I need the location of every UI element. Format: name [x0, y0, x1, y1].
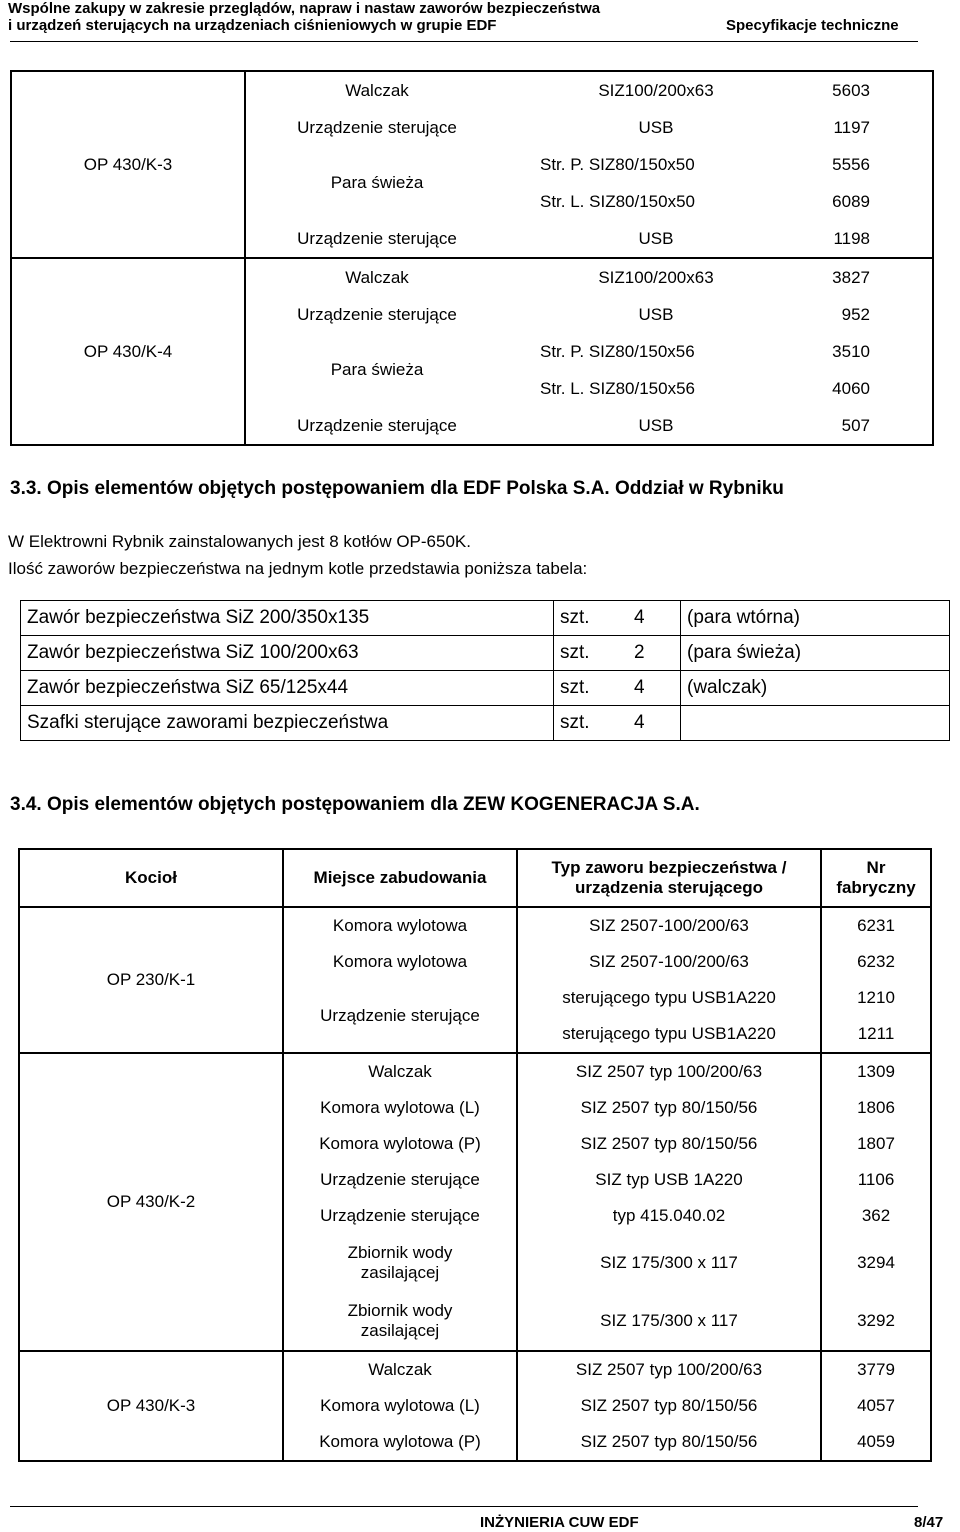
location-cell: Komora wylotowa (P) [283, 1126, 517, 1162]
serial-cell: 3510 [832, 341, 870, 361]
table-row [21, 671, 950, 706]
type-cell: SIZ 2507-100/200/63 [517, 907, 821, 944]
type-cell: SIZ 2507 typ 100/200/63 [517, 1351, 821, 1388]
unit-cell: szt. [554, 601, 629, 636]
unit-cell: szt. [554, 671, 629, 706]
col-header-type-line-2: urządzenia sterującego [574, 878, 763, 897]
serial-cell: 6231 [821, 907, 931, 944]
boiler-cell: OP 430/K-2 [19, 1053, 283, 1351]
type-cell: SIZ 2507 typ 80/150/56 [517, 1126, 821, 1162]
location-cell: Walczak [283, 1053, 517, 1090]
note-cell [681, 706, 950, 741]
location-cell: Walczak [283, 1351, 517, 1388]
serial-cell: 362 [861, 1206, 891, 1225]
col-header-serial [821, 849, 931, 907]
location-line-1: Zbiornik wody [347, 1243, 453, 1262]
table-row [21, 706, 950, 741]
item-cell: Zawór bezpieczeństwa SiZ 200/350x135 [21, 601, 554, 636]
qty-cell: 2 [628, 636, 681, 671]
type-cell: USB [638, 304, 674, 324]
serial-cell: 3827 [804, 258, 933, 296]
unit-cell: szt. [554, 636, 629, 671]
footer-center: INŻYNIERIA CUW EDF [480, 1514, 639, 1531]
type-cell: USB [638, 415, 674, 435]
serial-cell: 952 [841, 304, 870, 324]
header-right: Specyfikacje techniczne [726, 17, 899, 34]
item-cell: Zawór bezpieczeństwa SiZ 100/200x63 [21, 636, 554, 671]
table-valve-counts [20, 600, 950, 741]
serial-cell: 6089 [832, 191, 870, 211]
location-line-2: zasilającej [360, 1263, 440, 1282]
table-row [11, 258, 933, 296]
location-line-1: Zbiornik wody [347, 1301, 453, 1320]
serial-cell: 4059 [857, 1432, 895, 1451]
type-cell: SIZ 2507 typ 80/150/56 [517, 1424, 821, 1461]
type-cell: SIZ 175/300 x 117 [517, 1234, 821, 1292]
type-cell: SIZ typ USB 1A220 [517, 1162, 821, 1198]
type-cell: SIZ100/200x63 [508, 258, 804, 296]
location-cell: Urządzenie sterujące [297, 415, 457, 435]
table-row [21, 636, 950, 671]
location-cell: Urządzenie sterujące [283, 1198, 517, 1234]
table-valves-part1 [10, 70, 934, 446]
col-header-boiler: Kocioł [19, 849, 283, 907]
type-cell: SIZ100/200x63 [598, 80, 714, 100]
section-3-4-title: 3.4. Opis elementów objętych postępowaniem dla ZEW KOGENERACJA S.A. [10, 794, 700, 815]
type-cell: Str. P. SIZ80/150x50 [540, 154, 695, 174]
location-cell: Komora wylotowa (L) [283, 1388, 517, 1424]
col-header-serial-line-1: Nr [866, 858, 886, 877]
location-cell: Para świeża [330, 173, 424, 192]
footer-divider [10, 1506, 918, 1507]
header-divider [10, 41, 918, 42]
location-cell: Urządzenie sterujące [283, 1162, 517, 1198]
location-cell: Komora wylotowa (P) [283, 1424, 517, 1461]
boiler-cell: OP 430/K-3 [11, 71, 245, 258]
location-cell: Komora wylotowa [283, 944, 517, 980]
type-cell: SIZ 2507 typ 80/150/56 [517, 1388, 821, 1424]
serial-cell: 4057 [857, 1396, 895, 1415]
serial-cell: 3292 [857, 1311, 895, 1330]
table-row [19, 907, 931, 944]
col-header-serial-line-2: fabryczny [836, 878, 916, 897]
location-cell: Urządzenie sterujące [283, 980, 517, 1053]
type-cell: sterującego typu USB1A220 [517, 1016, 821, 1053]
boiler-cell: OP 230/K-1 [19, 907, 283, 1053]
type-cell: USB [638, 228, 674, 248]
section-3-3-title: 3.3. Opis elementów objętych postępowaniem dla EDF Polska S.A. Oddział w Rybniku [10, 478, 784, 499]
table-row [19, 1053, 931, 1090]
col-header-type-line-1: Typ zaworu bezpieczeństwa / [551, 858, 787, 877]
qty-cell: 4 [628, 706, 681, 741]
type-cell: SIZ 2507 typ 80/150/56 [517, 1090, 821, 1126]
boiler-cell: OP 430/K-4 [11, 258, 245, 445]
location-cell: Para świeża [330, 360, 424, 379]
type-cell: Str. P. SIZ80/150x56 [540, 341, 695, 361]
table-row [11, 71, 933, 109]
type-cell: Str. L. SIZ80/150x56 [540, 378, 695, 398]
item-cell: Zawór bezpieczeństwa SiZ 65/125x44 [21, 671, 554, 706]
qty-cell: 4 [628, 601, 681, 636]
serial-cell: 4060 [832, 378, 870, 398]
serial-cell: 1806 [857, 1098, 895, 1117]
col-header-type [517, 849, 821, 907]
type-cell: USB [638, 117, 674, 137]
type-cell: typ 415.040.02 [517, 1198, 821, 1234]
section-3-3-paragraph-2: Ilość zaworów bezpieczeństwa na jednym kotle przedstawia poniższa tabela: [8, 559, 588, 578]
location-line-2: zasilającej [360, 1321, 440, 1340]
serial-cell: 1807 [857, 1134, 895, 1153]
table-header-row [19, 849, 931, 907]
header-line-2: i urządzeń sterujących na urządzeniach ciśnieniowych w grupie EDF [8, 17, 497, 34]
type-cell: SIZ 2507 typ 100/200/63 [517, 1053, 821, 1090]
serial-cell: 1210 [857, 988, 895, 1007]
qty-cell: 4 [628, 671, 681, 706]
type-cell: sterującego typu USB1A220 [517, 980, 821, 1016]
serial-cell: 6232 [857, 952, 895, 971]
location-cell: Walczak [245, 258, 508, 296]
location-cell [283, 1292, 517, 1351]
col-header-location: Miejsce zabudowania [283, 849, 517, 907]
location-cell: Komora wylotowa [283, 907, 517, 944]
serial-cell: 1211 [857, 1024, 895, 1043]
type-cell: Str. L. SIZ80/150x50 [540, 191, 695, 211]
boiler-cell: OP 430/K-3 [19, 1351, 283, 1461]
page-number: 8/47 [914, 1514, 944, 1531]
serial-cell: 5603 [832, 80, 870, 100]
type-cell: SIZ 175/300 x 117 [517, 1292, 821, 1351]
table-valves-kogeneracja [18, 848, 932, 1462]
serial-cell: 3294 [857, 1253, 895, 1272]
serial-cell: 1106 [857, 1170, 895, 1189]
serial-cell: 507 [841, 415, 870, 435]
location-cell: Walczak [345, 80, 409, 100]
serial-cell: 5556 [832, 154, 870, 174]
serial-cell: 1198 [833, 228, 870, 248]
section-3-3-paragraph-1: W Elektrowni Rybnik zainstalowanych jest 8 kotłów OP-650K. [8, 532, 471, 551]
unit-cell: szt. [554, 706, 629, 741]
location-cell: Urządzenie sterujące [297, 117, 457, 137]
note-cell: (para wtórna) [681, 601, 950, 636]
table-row [21, 601, 950, 636]
serial-cell: 1309 [821, 1053, 931, 1090]
location-cell: Komora wylotowa (L) [283, 1090, 517, 1126]
item-cell: Szafki sterujące zaworami bezpieczeństwa [21, 706, 554, 741]
note-cell: (walczak) [681, 671, 950, 706]
location-cell: Urządzenie sterujące [297, 228, 457, 248]
serial-cell: 1197 [833, 117, 870, 137]
location-cell [283, 1234, 517, 1292]
type-cell: SIZ 2507-100/200/63 [517, 944, 821, 980]
location-cell: Urządzenie sterujące [297, 304, 457, 324]
header-line-1: Wspólne zakupy w zakresie przeglądów, napraw i nastaw zaworów bezpieczeństwa [8, 0, 601, 17]
table-row [19, 1351, 931, 1388]
serial-cell: 3779 [821, 1351, 931, 1388]
note-cell: (para świeża) [681, 636, 950, 671]
